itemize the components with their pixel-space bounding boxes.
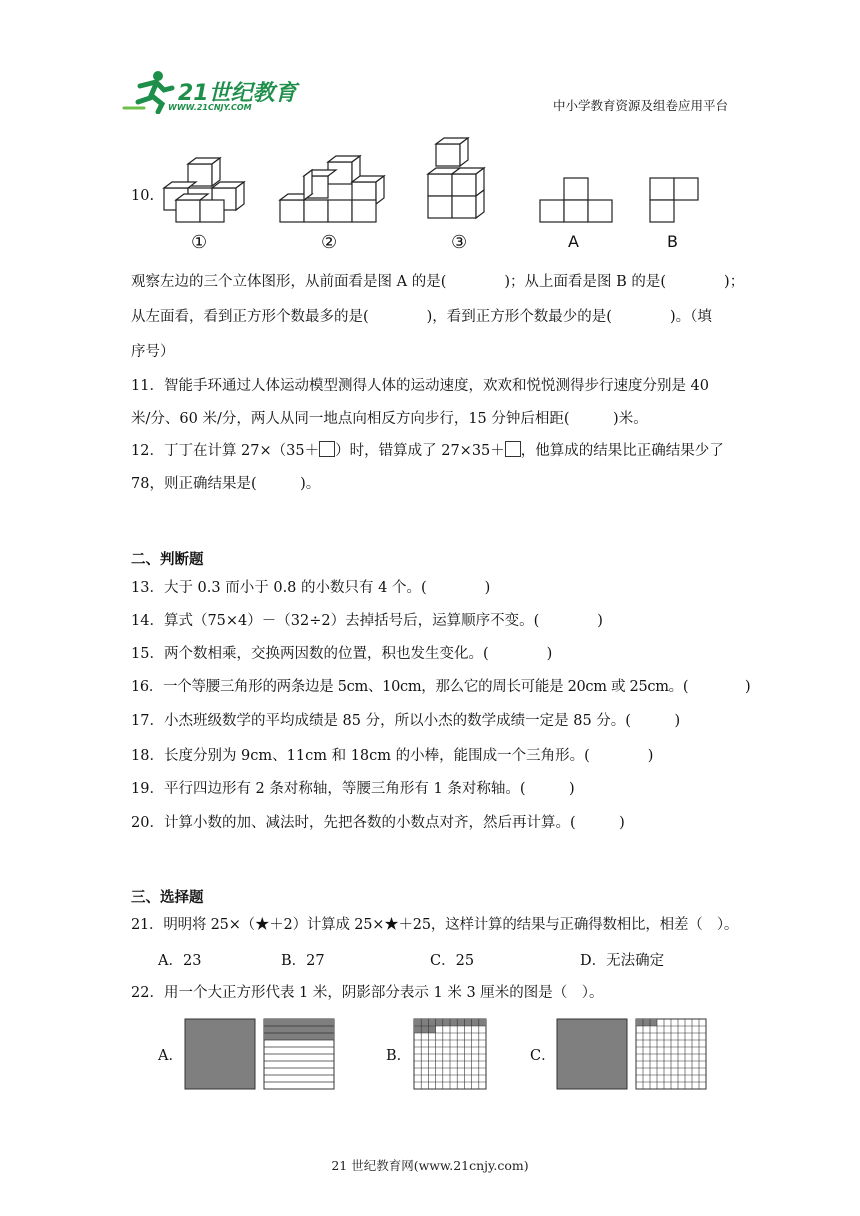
logo-url: WWW.21CNJY.COM — [168, 103, 252, 112]
view-figure-b — [650, 178, 698, 222]
q21: 21．明明将 25×（★＋2）计算成 25×★＋25，这样计算的结果与正确得数相比，相差（ ）。 — [131, 917, 739, 933]
q18: 18．长度分别为 9cm、11cm 和 18cm 的小棒，能围成一个三角形。( ) — [131, 748, 654, 764]
q22: 22．用一个大正方形代表 1 米，阴影部分表示 1 米 3 厘米的图是（ ）。 — [131, 985, 604, 1001]
q22-option-a-figure — [184, 1018, 336, 1090]
q10-line-1: 观察左边的三个立体图形，从前面看是图 A 的是( )；从上面看是图 B 的是( )； — [131, 274, 745, 290]
caption-3: ③ — [451, 232, 468, 253]
question-10-figures — [150, 134, 720, 230]
q19: 19．平行四边形有 2 条对称轴，等腰三角形有 1 条对称轴。( ) — [131, 781, 575, 797]
q11-line-2: 米/分、60 米/分，两人从同一地点向相反方向步行，15 分钟后相距( )米。 — [131, 411, 648, 427]
cube-figure-1 — [164, 158, 244, 222]
q16: 16．一个等腰三角形的两条边是 5cm、10cm，那么它的周长可能是 20cm 或 25cm。( ) — [131, 679, 751, 695]
blank-box-icon — [505, 441, 521, 457]
q21-option-c: C．25 — [430, 953, 475, 969]
q13: 13．大于 0.3 而小于 0.8 的小数只有 4 个。( ) — [131, 580, 491, 596]
view-figure-a — [540, 178, 612, 222]
q21-option-b: B．27 — [281, 953, 325, 969]
q21-option-d: D．无法确定 — [580, 953, 665, 969]
footer: 21 世纪教育网(www.21cnjy.com) — [331, 1158, 529, 1173]
logo-text: 21世纪教育 — [178, 81, 297, 106]
q12-line-1 — [131, 441, 724, 461]
cube-figure-2 — [280, 156, 384, 222]
platform-name: 中小学教育资源及组卷应用平台 — [552, 98, 728, 113]
blank-box-icon — [319, 441, 335, 457]
q12-text-b: ）时，错算成了 27×35＋ — [335, 443, 505, 459]
q17: 17．小杰班级数学的平均成绩是 85 分，所以小杰的数学成绩一定是 85 分。( ) — [131, 713, 681, 729]
caption-a: A — [568, 232, 579, 251]
q22-option-c: C． — [530, 1048, 556, 1064]
q22-option-b: B． — [386, 1048, 412, 1064]
q22-option-a: A． — [158, 1048, 183, 1064]
q15: 15．两个数相乘，交换两因数的位置，积也发生变化。( ) — [131, 646, 553, 662]
caption-2: ② — [321, 232, 338, 253]
q14: 14．算式（75×4）－（32÷2）去掉括号后，运算顺序不变。( ) — [131, 613, 603, 629]
q10-line-2: 从左面看，看到正方形个数最多的是( )，看到正方形个数最少的是( )。（填 — [131, 309, 712, 325]
question-10-number: 10. — [131, 188, 155, 204]
q21-option-a: A．23 — [158, 953, 202, 969]
caption-b: B — [667, 232, 678, 251]
q12-line-2: 78，则正确结果是( )。 — [131, 476, 321, 492]
cube-figure-3 — [428, 138, 484, 218]
q12-text-a: 12．丁丁在计算 27×（35＋ — [131, 443, 320, 459]
q22-option-b-figure — [413, 1018, 489, 1090]
q20: 20．计算小数的加、减法时，先把各数的小数点对齐，然后再计算。( ) — [131, 815, 625, 831]
q10-line-3: 序号） — [131, 344, 175, 360]
q12-text-c: ，他算成的结果比正确结果少了 — [520, 443, 724, 459]
q22-option-c-figure — [556, 1018, 708, 1090]
caption-1: ① — [191, 232, 208, 253]
section-3-title: 三、选择题 — [131, 890, 204, 906]
section-2-title: 二、判断题 — [131, 552, 204, 568]
q11-line-1: 11．智能手环通过人体运动模型测得人体的运动速度，欢欢和悦悦测得步行速度分别是 40 — [131, 378, 710, 394]
